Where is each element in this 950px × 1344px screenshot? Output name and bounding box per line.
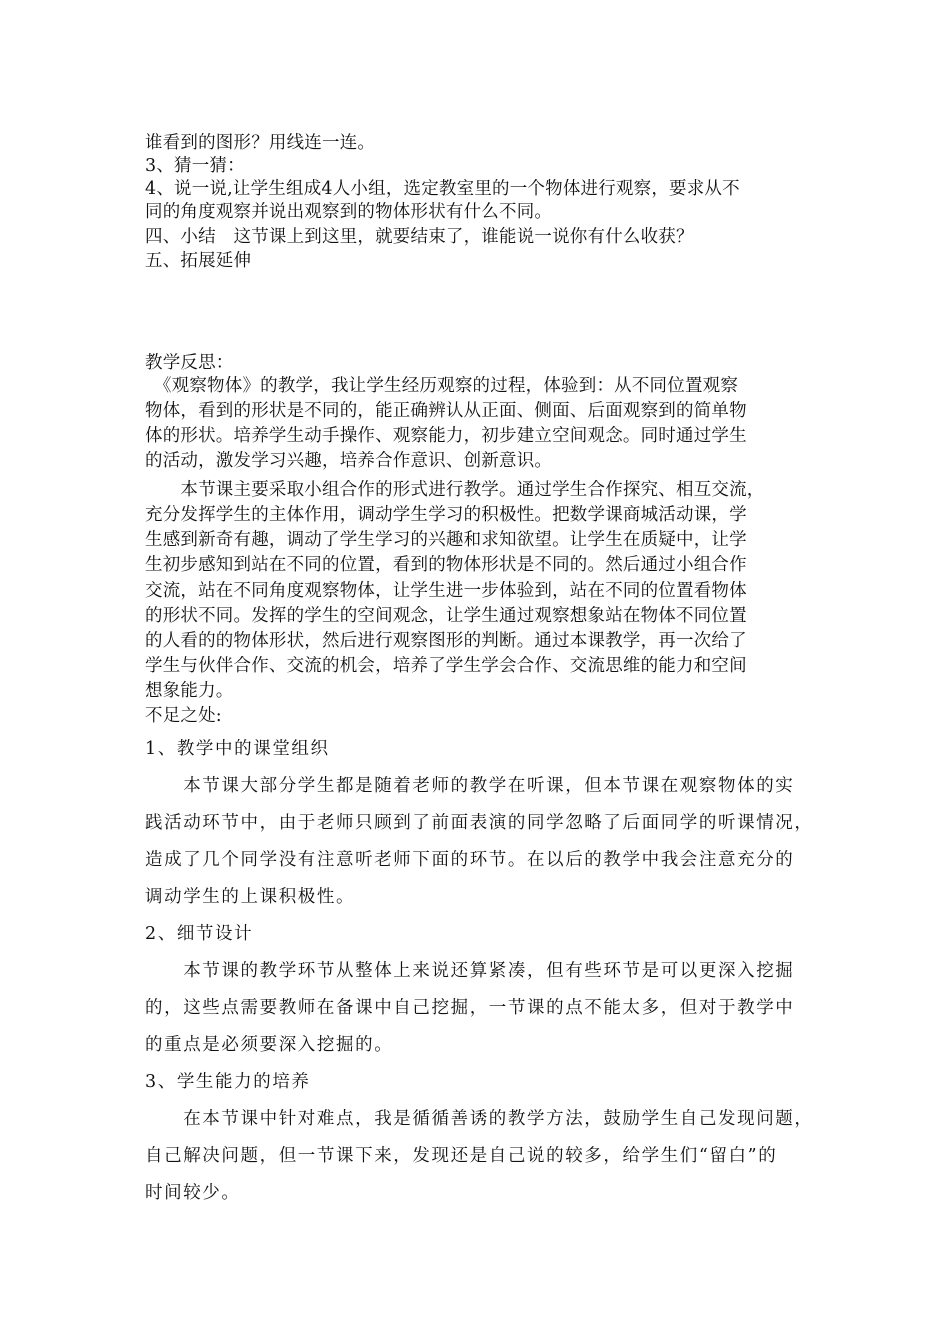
item-body-line: 在本节课中针对难点，我是循循善诱的教学方法，鼓励学生自己发现问题， (145, 1109, 814, 1129)
text-line: 谁看到的图形？用线连一连。 (145, 133, 376, 153)
item-title: 2、细节设计 (145, 924, 254, 944)
item-body-line: 的重点是必须要深入挖掘的。 (145, 1035, 394, 1055)
item-title: 3、学生能力的培养 (145, 1072, 311, 1092)
shortcomings-heading: 不足之处: (145, 706, 222, 726)
item-body-line: 造成了几个同学没有注意听老师下面的环节。在以后的教学中我会注意充分的 (145, 850, 795, 870)
reflection-heading: 教学反思： (145, 353, 234, 373)
reflection-p1-line: 体的形状。培养学生动手操作、观察能力，初步建立空间观念。同时通过学生 (145, 426, 747, 446)
section-heading-summary: 四、小结 这节课上到这里，就要结束了，谁能说一说你有什么收获？ (145, 227, 694, 247)
item-body-line: 时间较少。 (145, 1183, 241, 1203)
section-heading-extension: 五、拓展延伸 (145, 251, 252, 271)
reflection-p1-line: 《观察物体》的教学，我让学生经历观察的过程，体验到：从不同位置观察 (145, 376, 739, 396)
text-line: 同的角度观察并说出观察到的物体形状有什么不同。 (145, 202, 553, 222)
item-body-line: 的，这些点需要教师在备课中自己挖掘，一节课的点不能太多，但对于教学中 (145, 998, 795, 1018)
reflection-p2-line: 交流，站在不同角度观察物体，让学生进一步体验到，站在不同的位置看物体 (145, 581, 747, 601)
reflection-p1-line: 物体，看到的形状是不同的，能正确辨认从正面、侧面、后面观察到的简单物 (145, 401, 747, 421)
item-body-line: 自己解决问题，但一节课下来，发现还是自己说的较多，给学生们“留白”的 (145, 1146, 778, 1166)
item-body-line: 践活动环节中，由于老师只顾到了前面表演的同学忽略了后面同学的听课情况， (145, 813, 814, 833)
reflection-p2-line: 学生与伙伴合作、交流的机会，培养了学生学会合作、交流思维的能力和空间 (145, 656, 747, 676)
reflection-p1-line: 的活动，激发学习兴趣，培养合作意识、创新意识。 (145, 451, 553, 471)
text-line: 3、猜一猜： (145, 156, 245, 176)
reflection-p2-line: 本节课主要采取小组合作的形式进行教学。通过学生合作探究、相互交流， (145, 480, 765, 500)
reflection-p2-line: 充分发挥学生的主体作用，调动学生学习的积极性。把数学课商城活动课，学 (145, 505, 747, 525)
item-body-line: 本节课的教学环节从整体上来说还算紧凑，但有些环节是可以更深入挖掘 (145, 961, 795, 981)
reflection-p2-line: 生初步感知到站在不同的位置，看到的物体形状是不同的。然后通过小组合作 (145, 555, 747, 575)
reflection-p2-line: 的形状不同。发挥的学生的空间观念，让学生通过观察想象站在物体不同位置 (145, 606, 747, 626)
item-title: 1、教学中的课堂组织 (145, 739, 330, 759)
reflection-p2-line: 想象能力。 (145, 681, 234, 701)
reflection-p2-line: 的人看的的物体形状，然后进行观察图形的判断。通过本课教学，再一次给了 (145, 631, 747, 651)
item-body-line: 调动学生的上课积极性。 (145, 887, 356, 907)
item-body-line: 本节课大部分学生都是随着老师的教学在听课，但本节课在观察物体的实 (145, 776, 795, 796)
reflection-p2-line: 生感到新奇有趣，调动了学生学习的兴趣和求知欲望。让学生在质疑中，让学 (145, 530, 747, 550)
text-line: 4、说一说,让学生组成4人小组，选定教室里的一个物体进行观察，要求从不 (145, 179, 740, 199)
